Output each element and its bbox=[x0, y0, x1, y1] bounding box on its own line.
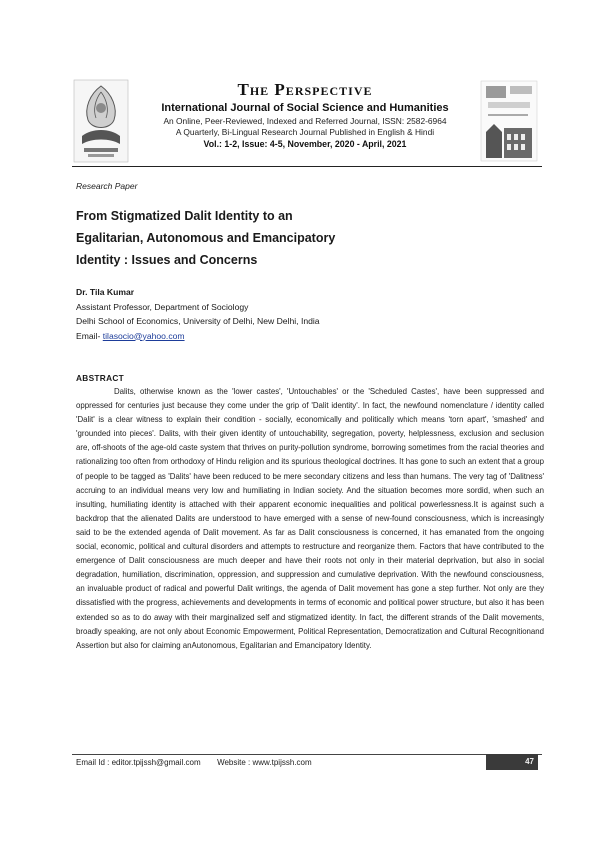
abstract-heading: ABSTRACT bbox=[76, 373, 125, 383]
author-email-line bbox=[76, 329, 320, 344]
journal-masthead bbox=[130, 80, 480, 150]
author-affiliation: Delhi School of Economics, University of Delhi, New Delhi, India bbox=[76, 316, 320, 326]
paper-title-line-2: Egalitarian, Autonomous and Emancipatory bbox=[76, 231, 336, 245]
footer-divider bbox=[72, 754, 542, 755]
paper-title bbox=[76, 205, 406, 271]
building-emblem-logo bbox=[480, 80, 538, 162]
author-email-label: Email- bbox=[76, 330, 101, 341]
abstract-text: Dalits, otherwise known as the 'lower castes', 'Untouchables' or the 'Scheduled Castes', have been suppressed and oppressed for centuries just because they come under the grip of 'Dalit identity'. In fact, the newfound nomenclature / identity called 'Dalit' is a clear witness to explain their condition - socially, economically and politically which means 'torn apart', 'smashed' and 'grounded into pieces'. Dalits, with their given identity of untouchability, segregation, poverty, helplessness, exclusion and seclusion are, off-shoots of the age-old caste system that thrives on purity-pollution syndrome, borrowing sometimes from the racial theories and rationalizing too often from orthodoxy of Hindu religion and its spurious theological doctrines. It has gone to such an extent that a group of people to be tagged as 'Dalits' have been reduced to be mere secondary citizens and less than humans. The very tag of 'Dalitness' accruing to an individual means very low and humiliating in Indian society. And the situation becomes more sordid, when such an insulting, humiliating identity is attached with their apparent economic inequalities and political powerlessness.It is against such a backdrop that the alienated Dalits are understood to have emerged with a sense of new-found consciousness, which is increasingly said to be the extended agenda of Dalit movement. As far as Dalit consciousness is concerned, it has emanated from the ongoing social, economic, political and cultural disorders and attempts to restructure and reorganize them. Factors that have contributed to the emergence of Dalit consciousness are much deeper and have their roots not only in their material deprivation, but also in social degradation, humiliation, discrimination, oppression, and suppression and cumulative deprivation. With the newfound consciousness, an invaluable product of radical and powerful Dalit writings, the agenda of Dalit movement has gone a step further. Not only are they dissatisfied with the progress, achievements and developments in terms of economic and political power structure, but also it has been extended so as to do away with their marginalized self and stigmatized identity. In fact, the different strands of the Dalit movements, broadly speaking, are not only about Economic Empowerment, Political Representation, Democratization and Cultural Recognitionand Assertion but also for claiming anAutonomous, Egalitarian and Emancipatory Identity. bbox=[76, 387, 544, 650]
author-position: Assistant Professor, Department of Sociology bbox=[76, 301, 249, 312]
footer-email: Email Id : editor.tpijssh@gmail.com bbox=[76, 758, 201, 767]
journal-emblem-logo bbox=[72, 78, 130, 164]
footer bbox=[76, 758, 312, 767]
journal-info-line-2: A Quarterly, Bi-Lingual Research Journal Published in English & Hindi bbox=[175, 127, 435, 137]
paper-title-line-3: Identity : Issues and Concerns bbox=[76, 253, 258, 267]
journal-title: The Perspective bbox=[237, 80, 373, 99]
journal-info-line-1: An Online, Peer-Reviewed, Indexed and Referred Journal, ISSN: 2582-6964 bbox=[163, 116, 447, 126]
author-email-link[interactable]: tilasocio@yahoo.com bbox=[102, 330, 185, 341]
page-number-badge: 47 bbox=[486, 754, 538, 770]
paper-type-label: Research Paper bbox=[76, 181, 138, 191]
footer-website: Website : www.tpijssh.com bbox=[217, 758, 312, 767]
journal-subtitle: International Journal of Social Science and Humanities bbox=[161, 102, 449, 114]
author-block bbox=[76, 285, 320, 343]
header-divider bbox=[72, 166, 542, 167]
journal-volume-issue: Vol.: 1-2, Issue: 4-5, November, 2020 - April, 2021 bbox=[203, 139, 407, 149]
author-name: Dr. Tila Kumar bbox=[76, 287, 135, 297]
paper-title-line-1: From Stigmatized Dalit Identity to an bbox=[76, 209, 293, 223]
